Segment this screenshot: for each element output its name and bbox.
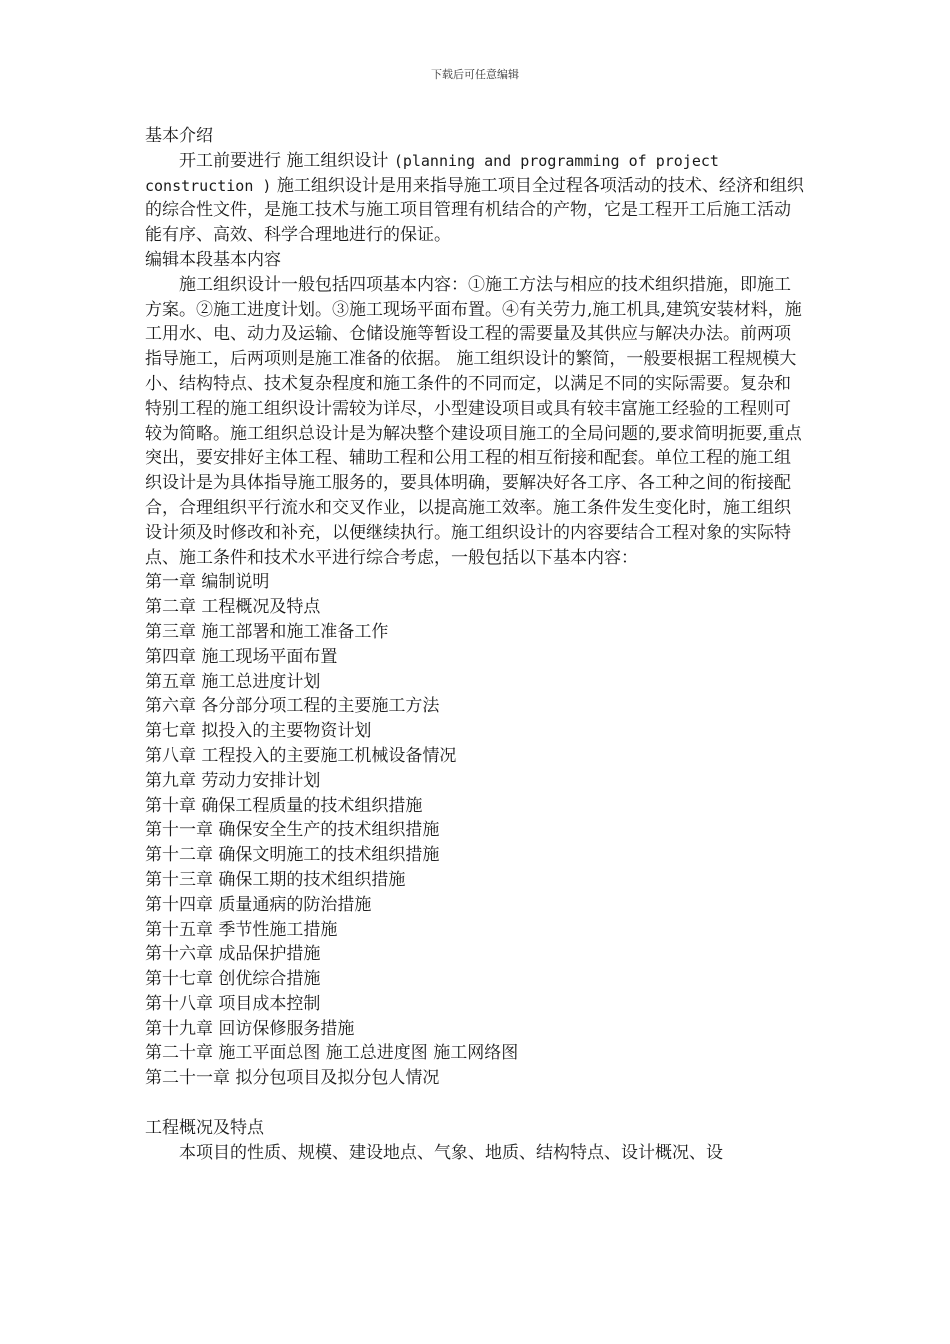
page-header-note: 下载后可任意编辑 — [431, 68, 519, 81]
blank-line — [145, 1091, 805, 1116]
chapter-item: 第十三章 确保工期的技术组织措施 — [145, 869, 406, 890]
chapter-item: 第六章 各分部分项工程的主要施工方法 — [145, 696, 440, 717]
chapter-item: 第十一章 确保安全生产的技术组织措施 — [145, 820, 440, 841]
chapter-item: 第七章 拟投入的主要物资计划 — [145, 721, 372, 742]
intro-text-rest: 施工组织设计是用来指导施工项目全过程各项活动的技术、经济和组织的综合性文件，是施工技术与施工项目管理有机结合的产物，它是工程开工后施工活动能有序、高效、科学合理地进行的保证。 — [145, 175, 804, 246]
chapter-item: 第十四章 质量通病的防治措施 — [145, 894, 372, 915]
intro-english-term: (planning and programming of project construction ) — [145, 151, 719, 195]
section-title-overview: 工程概况及特点 — [145, 1117, 264, 1138]
overview-paragraph: 本项目的性质、规模、建设地点、气象、地质、结构特点、设计概况、设 — [179, 1142, 723, 1163]
chapter-item: 第十九章 回访保修服务措施 — [145, 1018, 355, 1039]
section-title-content: 编辑本段基本内容 — [145, 249, 281, 270]
content-paragraph: 施工组织设计一般包括四项基本内容：①施工方法与相应的技术组织措施，即施工方案。②施工进度计划。③施工现场平面布置。④有关劳力,施工机具,建筑安装材料，施工用水、电、动力及运输、仓储设施等暂设工程的需要量及其供应与解决办法。前两项指导施工，后两项则是施工准备的依据。 施工组织设计的繁简，一般要根据工程规模大小、结构特点、技术复杂程度和施工条件的不同而定，以满足不同的实际需要。复杂和特别工程的施工组织设计需较为详尽，小型建设项目或具有较丰富施工经验的工程则可较为简略。施工组织总设计是为解决整个建设项目施工的全局问题的,要求简明扼要,重点突出，要安排好主体工程、辅助工程和公用工程的相互衔接和配套。单位工程的施工组织设计是为具体指导施工服务的，要具体明确，要解决好各工序、各工种之间的衔接配合，合理组织平行流水和交叉作业，以提高施工效率。施工条件发生变化时，施工组织设计须及时修改和补充，以便继续执行。施工组织设计的内容要结合工程对象的实际特点、施工条件和技术水平进行综合考虑，一般包括以下基本内容： — [145, 274, 802, 568]
chapter-list — [145, 570, 805, 1091]
chapter-item: 第二十一章 拟分包项目及拟分包人情况 — [145, 1068, 440, 1089]
chapter-item: 第八章 工程投入的主要施工机械设备情况 — [145, 745, 457, 766]
chapter-item: 第十五章 季节性施工措施 — [145, 919, 338, 940]
chapter-item: 第十八章 项目成本控制 — [145, 993, 321, 1014]
chapter-item: 第十章 确保工程质量的技术组织措施 — [145, 795, 423, 816]
chapter-item: 第二章 工程概况及特点 — [145, 597, 321, 618]
chapter-item: 第四章 施工现场平面布置 — [145, 646, 338, 667]
intro-text-start: 开工前要进行 施工组织设计 — [179, 150, 394, 171]
chapter-item: 第五章 施工总进度计划 — [145, 671, 321, 692]
chapter-item: 第一章 编制说明 — [145, 572, 270, 593]
chapter-item: 第三章 施工部署和施工准备工作 — [145, 621, 389, 642]
section-title-intro: 基本介绍 — [145, 126, 213, 146]
chapter-item: 第十七章 创优综合措施 — [145, 969, 321, 990]
document-body — [145, 124, 805, 1165]
chapter-item: 第十六章 成品保护措施 — [145, 944, 321, 965]
chapter-item: 第十二章 确保文明施工的技术组织措施 — [145, 845, 440, 866]
intro-paragraph — [145, 149, 805, 248]
chapter-item: 第二十章 施工平面总图 施工总进度图 施工网络图 — [145, 1043, 519, 1064]
chapter-item: 第九章 劳动力安排计划 — [145, 770, 321, 791]
